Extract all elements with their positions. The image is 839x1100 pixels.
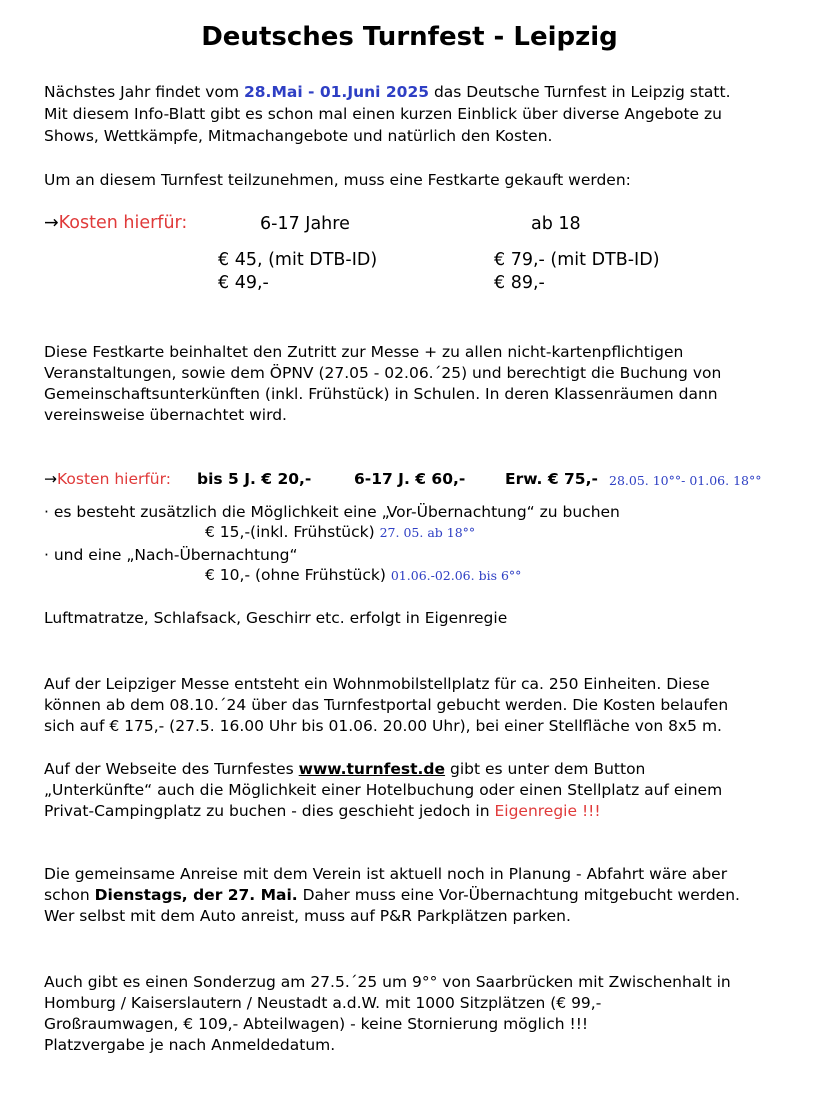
webseite-line-2: „Unterkünfte“ auch die Möglichkeit einer Hotelbuchung oder einen Stellplatz auf einem <box>44 781 723 799</box>
kosten-label-1 <box>44 213 187 233</box>
price-adult: € 89,- <box>494 273 545 293</box>
kosten-label-2 <box>44 470 171 488</box>
age-col-youth-header: 6-17 Jahre <box>260 214 350 234</box>
price-adult-accom: Erw. € 75,- <box>505 470 598 488</box>
arrow-icon: → <box>44 470 57 488</box>
time-text: 01.06.-02.06. bis 6°° <box>390 568 522 583</box>
price-text: € 10,- (ohne Frühstück) <box>205 566 391 584</box>
intro-line-1 <box>44 82 731 103</box>
arrow-icon: → <box>44 213 59 233</box>
turnfest-link[interactable]: www.turnfest.de <box>298 760 446 778</box>
anreise-line-1: Die gemeinsame Anreise mit dem Verein ist aktuell noch in Planung - Abfahrt wäre aber <box>44 865 728 883</box>
price-youth: € 49,- <box>218 273 269 293</box>
anreise-line-2 <box>44 885 740 906</box>
webseite-text: gibt es unter dem Button <box>445 760 646 778</box>
accommodation-period: 28.05. 10°°- 01.06. 18°° <box>609 473 762 488</box>
price-youth-dtb: € 45, (mit DTB-ID) <box>218 250 378 270</box>
eigenregie-warning: Eigenregie !!! <box>494 802 601 820</box>
sonderzug-line: Großraumwagen, € 109,- Abteilwagen) - keine Stornierung möglich !!! <box>44 1015 589 1033</box>
sonderzug-line: Platzvergabe je nach Anmeldedatum. <box>44 1036 336 1054</box>
wohnmobil-line: sich auf € 175,- (27.5. 16.00 Uhr bis 01.06. 20.00 Uhr), bei einer Stellfläche von 8x5 m. <box>44 717 722 735</box>
intro-text: das Deutsche Turnfest in Leipzig statt. <box>429 83 731 101</box>
nach-uebernachtung-line: · und eine „Nach-Übernachtung“ <box>44 546 298 564</box>
kosten-label-text: Kosten hierfür: <box>58 213 188 233</box>
webseite-text: Auf der Webseite des Turnfestes <box>44 760 299 778</box>
kosten-label-text: Kosten hierfür: <box>57 470 171 488</box>
wohnmobil-line: Auf der Leipziger Messe entsteht ein Wohnmobilstellplatz für ca. 250 Einheiten. Diese <box>44 675 710 693</box>
webseite-line-1 <box>44 759 645 780</box>
price-adult-dtb: € 79,- (mit DTB-ID) <box>494 250 660 270</box>
webseite-line-3 <box>44 801 601 822</box>
sonderzug-line: Auch gibt es einen Sonderzug am 27.5.´25 um 9°° von Saarbrücken mit Zwischenhalt in <box>44 973 731 991</box>
price-text: € 15,-(inkl. Frühstück) <box>205 523 380 541</box>
anreise-text: Daher muss eine Vor-Übernachtung mitgebucht werden. <box>297 886 740 904</box>
webseite-text: Privat-Campingplatz zu buchen - dies geschieht jedoch in <box>44 802 495 820</box>
intro-text: Nächstes Jahr findet vom <box>44 83 244 101</box>
anreise-text: schon <box>44 886 95 904</box>
age-col-adult-header: ab 18 <box>531 214 581 234</box>
page-title: Deutsches Turnfest - Leipzig <box>201 22 618 52</box>
intro-line-3: Shows, Wettkämpfe, Mitmachangebote und natürlich den Kosten. <box>44 127 553 145</box>
festkarte-info-line: vereinsweise übernachtet wird. <box>44 406 287 424</box>
anreise-line-3: Wer selbst mit dem Auto anreist, muss auf P&R Parkplätzen parken. <box>44 907 571 925</box>
festkarte-info-line: Diese Festkarte beinhaltet den Zutritt zur Messe + zu allen nicht-kartenpflichtigen <box>44 343 684 361</box>
eigenregie-note: Luftmatratze, Schlafsack, Geschirr etc. erfolgt in Eigenregie <box>44 609 508 627</box>
vor-uebernachtung-price <box>205 523 475 541</box>
vor-uebernachtung-line: · es besteht zusätzlich die Möglichkeit eine „Vor-Übernachtung“ zu buchen <box>44 503 620 521</box>
festkarte-intro: Um an diesem Turnfest teilzunehmen, muss eine Festkarte gekauft werden: <box>44 171 631 189</box>
departure-date: Dienstags, der 27. Mai. <box>94 886 298 904</box>
price-6-17: 6-17 J. € 60,- <box>354 470 466 488</box>
wohnmobil-line: können ab dem 08.10.´24 über das Turnfestportal gebucht werden. Die Kosten belaufen <box>44 696 729 714</box>
sonderzug-line: Homburg / Kaiserslautern / Neustadt a.d.W. mit 1000 Sitzplätzen (€ 99,- <box>44 994 602 1012</box>
price-under-5: bis 5 J. € 20,- <box>197 470 312 488</box>
festkarte-info-line: Veranstaltungen, sowie dem ÖPNV (27.05 - 02.06.´25) und berechtigt die Buchung von <box>44 364 722 382</box>
festkarte-info-line: Gemeinschaftsunterkünften (inkl. Frühstück) in Schulen. In deren Klassenräumen dann <box>44 385 718 403</box>
event-dates: 28.Mai - 01.Juni 2025 <box>243 83 430 101</box>
time-text: 27. 05. ab 18°° <box>379 525 476 540</box>
intro-line-2: Mit diesem Info-Blatt gibt es schon mal einen kurzen Einblick über diverse Angebote zu <box>44 105 722 123</box>
nach-uebernachtung-price <box>205 566 521 584</box>
